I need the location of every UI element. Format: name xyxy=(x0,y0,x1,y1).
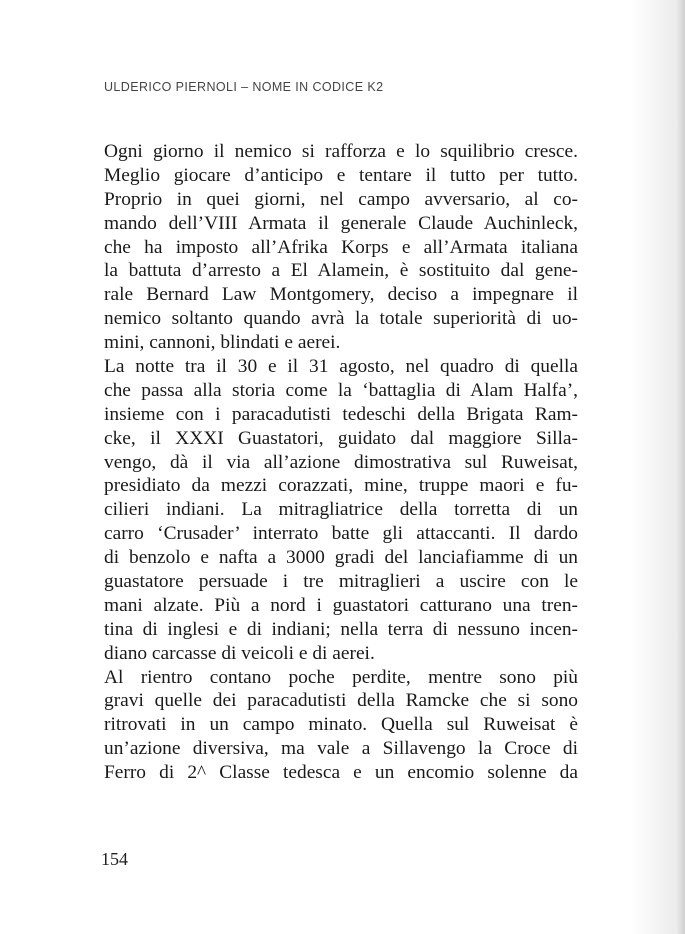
body-text xyxy=(104,140,578,785)
paragraph-3 xyxy=(104,666,578,785)
text-line: la battuta d’arresto a El Alamein, è sostituito dal gene- xyxy=(104,260,578,282)
text-line: che passa alla storia come la ‘battaglia di Alam Halfa’, xyxy=(104,379,578,401)
text-line: Meglio giocare d’anticipo e tentare il tutto per tutto. xyxy=(104,164,578,186)
page-edge-shadow xyxy=(675,0,685,934)
text-line: diano carcasse di veicoli e di aerei. xyxy=(104,642,375,664)
text-line: vengo, dà il via all’azione dimostrativa sul Ruweisat, xyxy=(104,451,578,473)
text-line: mando dell’VIII Armata il generale Claude Auchinleck, xyxy=(104,212,578,234)
text-line: Proprio in quei giorni, nel campo avversario, al co- xyxy=(104,188,578,210)
paragraph-2 xyxy=(104,355,578,666)
running-head: ULDERICO PIERNOLI – NOME IN CODICE K2 xyxy=(104,80,384,94)
text-line: carro ‘Crusader’ interrato batte gli attaccanti. Il dardo xyxy=(104,523,578,545)
text-line: gravi quelle dei paracadutisti della Ramcke che si sono xyxy=(104,690,578,712)
text-line: guastatore persuade i tre mitraglieri a uscire con le xyxy=(104,571,578,593)
paragraph-1 xyxy=(104,140,578,355)
text-line: cilieri indiani. La mitragliatrice della torretta di un xyxy=(104,499,578,521)
text-line: che ha imposto all’Afrika Korps e all’Armata italiana xyxy=(104,236,578,258)
text-line: ritrovati in un campo minato. Quella sul Ruweisat è xyxy=(104,714,578,736)
text-line: di benzolo e nafta a 3000 gradi del lanciafiamme di un xyxy=(104,547,578,569)
text-line: nemico soltanto quando avrà la totale superiorità di uo- xyxy=(104,308,578,330)
text-line: insieme con i paracadutisti tedeschi della Brigata Ram- xyxy=(104,403,578,425)
text-line: mini, cannoni, blindati e aerei. xyxy=(104,332,341,354)
text-line: un’azione diversiva, ma vale a Sillavengo la Croce di xyxy=(104,738,578,760)
text-line: rale Bernard Law Montgomery, deciso a impegnare il xyxy=(104,284,578,306)
page-number: 154 xyxy=(101,849,128,869)
text-line: Ogni giorno il nemico si rafforza e lo squilibrio cresce. xyxy=(104,141,578,162)
text-line: tina di inglesi e di indiani; nella terra di nessuno incen- xyxy=(104,618,578,640)
text-line: presidiato da mezzi corazzati, mine, truppe maori e fu- xyxy=(104,475,578,497)
text-line: Ferro di 2^ Classe tedesca e un encomio solenne da xyxy=(104,762,578,784)
text-line: La notte tra il 30 e il 31 agosto, nel quadro di quella xyxy=(104,356,578,378)
text-line: cke, il XXXI Guastatori, guidato dal maggiore Silla- xyxy=(104,427,578,449)
text-line: mani alzate. Più a nord i guastatori catturano una tren- xyxy=(104,594,578,616)
text-line: Al rientro contano poche perdite, mentre sono più xyxy=(104,666,578,688)
